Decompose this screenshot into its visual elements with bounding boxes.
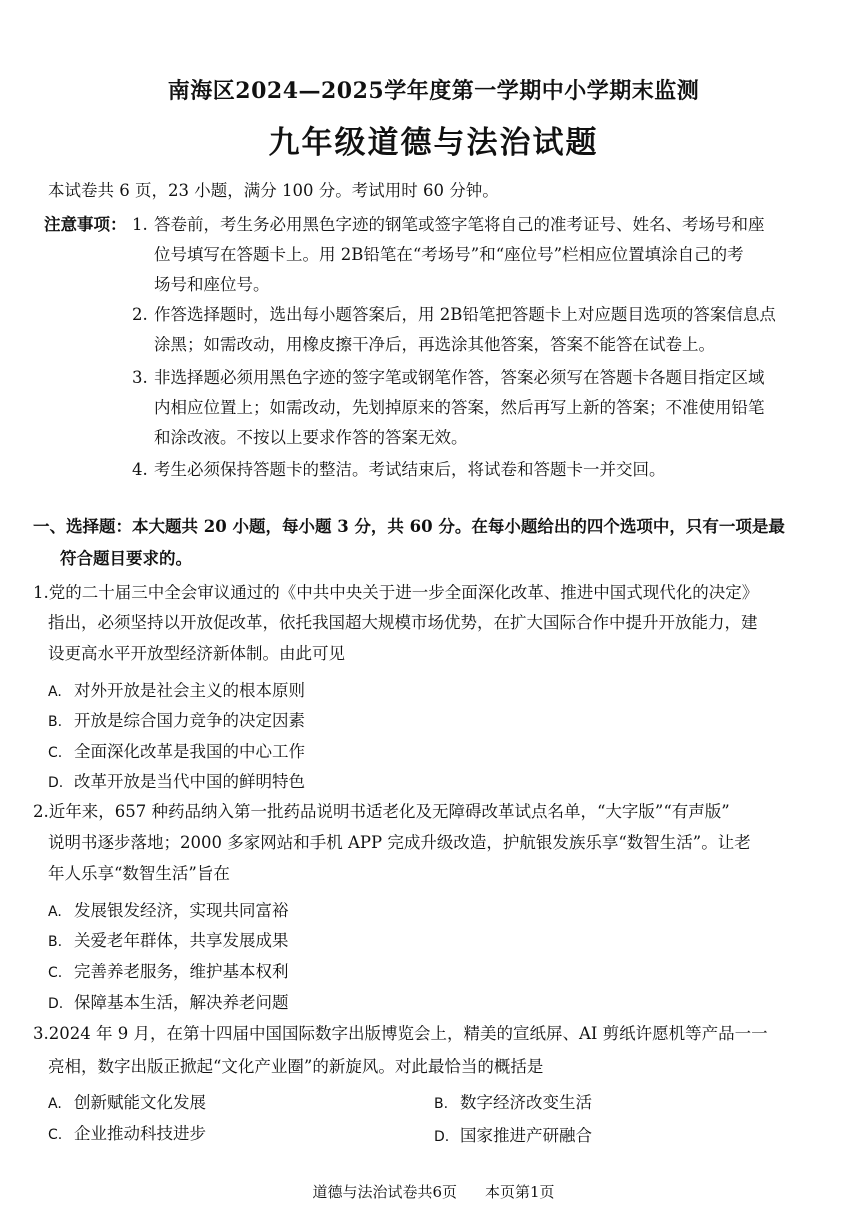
question-stem-line: 3.2024 年 9 月，在第十四届中国国际数字出版博览会上，精美的宣纸屏、AI 剪纸许愿机等产品一一 <box>33 1024 768 1043</box>
option-text: 数字经济改变生活 <box>460 1093 592 1112</box>
notes-label: 注意事项： <box>44 215 127 234</box>
answer-option <box>48 707 305 731</box>
answer-option <box>48 927 289 951</box>
answer-option <box>48 738 305 762</box>
note-number: 1. <box>132 215 148 234</box>
section-heading: 一、选择题：本大题共 20 小题，每小题 3 分，共 60 分。在每小题给出的四个选项中，只有一项是最 <box>33 517 785 536</box>
option-text: 国家推进产研融合 <box>460 1126 592 1145</box>
note-line: 位号填写在答题卡上。用 2B铅笔在“考场号”和“座位号”栏相应位置填涂自己的考 <box>154 245 744 264</box>
option-letter: C. <box>48 1127 63 1143</box>
option-text: 创新赋能文化发展 <box>74 1093 206 1112</box>
exam-header-title: 南海区2024—2025学年度第一学期中小学期末监测 <box>167 78 700 104</box>
section-heading-cont: 符合题目要求的。 <box>60 549 192 568</box>
answer-option <box>48 768 305 792</box>
answer-option <box>48 958 289 982</box>
page-footer <box>0 1181 867 1202</box>
option-text: 完善养老服务，维护基本权利 <box>74 962 289 981</box>
question-stem-line: 指出，必须坚持以开放促改革，依托我国超大规模市场优势，在扩大国际合作中提升开放能力，建 <box>48 613 758 632</box>
option-text: 企业推动科技进步 <box>74 1124 206 1143</box>
question-stem-line: 1.党的二十届三中全会审议通过的《中共中央关于进一步全面深化改革、推进中国式现代化的决定》 <box>33 583 759 602</box>
option-letter: B. <box>48 934 63 950</box>
option-letter: A. <box>48 904 62 920</box>
note-line: 场号和座位号。 <box>154 275 270 294</box>
note-line: 涂黑；如需改动，用橡皮擦干净后，再选涂其他答案，答案不能答在试卷上。 <box>154 335 715 354</box>
footer-page-number: 本页第1页 <box>485 1183 555 1201</box>
question-stem-line: 说明书逐步落地；2000 多家网站和手机 APP 完成升级改造，护航银发族乐享“数智生活”。让老 <box>48 833 751 852</box>
option-text: 关爱老年群体，共享发展成果 <box>74 931 289 950</box>
note-line: 考生必须保持答题卡的整洁。考试结束后，将试卷和答题卡一并交回。 <box>154 460 666 479</box>
option-text: 开放是综合国力竞争的决定因素 <box>74 711 305 730</box>
option-letter: B. <box>48 714 63 730</box>
question-stem-line: 年人乐享“数智生活”旨在 <box>48 864 230 883</box>
question-stem-line: 2.近年来，657 种药品纳入第一批药品说明书适老化及无障碍改革试点名单，“大字版”“有声版” <box>33 802 730 821</box>
option-letter: D. <box>48 996 64 1012</box>
note-number: 3. <box>132 368 148 387</box>
answer-option <box>48 677 305 701</box>
option-letter: A. <box>48 684 62 700</box>
question-stem-line: 设更高水平开放型经济新体制。由此可见 <box>48 644 345 663</box>
option-letter: D. <box>434 1129 450 1145</box>
note-number: 2. <box>132 305 148 324</box>
note-line: 内相应位置上；如需改动，先划掉原来的答案，然后再写上新的答案；不准使用铅笔 <box>154 398 765 417</box>
option-letter: C. <box>48 745 63 761</box>
note-number: 4. <box>132 460 148 479</box>
answer-option <box>48 989 289 1013</box>
option-text: 全面深化改革是我国的中心工作 <box>74 742 305 761</box>
exam-subject-title: 九年级道德与法治试题 <box>268 125 599 161</box>
option-letter: B. <box>434 1096 449 1112</box>
option-letter: D. <box>48 775 64 791</box>
option-text: 改革开放是当代中国的鲜明特色 <box>74 772 305 791</box>
footer-total-pages: 道德与法治试卷共6页 <box>312 1183 457 1201</box>
option-text: 发展银发经济，实现共同富裕 <box>74 901 289 920</box>
note-line: 和涂改液。不按以上要求作答的答案无效。 <box>154 428 468 447</box>
option-text: 对外开放是社会主义的根本原则 <box>74 681 305 700</box>
answer-option <box>48 897 289 921</box>
answer-option <box>434 1089 592 1113</box>
answer-option <box>48 1089 206 1113</box>
note-line: 非选择题必须用黑色字迹的签字笔或钢笔作答，答案必须写在答题卡各题目指定区域 <box>154 368 765 387</box>
answer-option <box>48 1120 206 1144</box>
exam-intro: 本试卷共 6 页，23 小题，满分 100 分。考试用时 60 分钟。 <box>48 181 499 200</box>
option-letter: C. <box>48 965 63 981</box>
question-stem-line: 亮相，数字出版正掀起“文化产业圈”的新旋风。对此最恰当的概括是 <box>48 1057 544 1076</box>
answer-option <box>434 1122 592 1146</box>
option-letter: A. <box>48 1096 62 1112</box>
note-line: 答卷前，考生务必用黑色字迹的钢笔或签字笔将自己的准考证号、姓名、考场号和座 <box>154 215 765 234</box>
note-line: 作答选择题时，选出每小题答案后，用 2B铅笔把答题卡上对应题目选项的答案信息点 <box>154 305 776 324</box>
option-text: 保障基本生活，解决养老问题 <box>74 993 289 1012</box>
